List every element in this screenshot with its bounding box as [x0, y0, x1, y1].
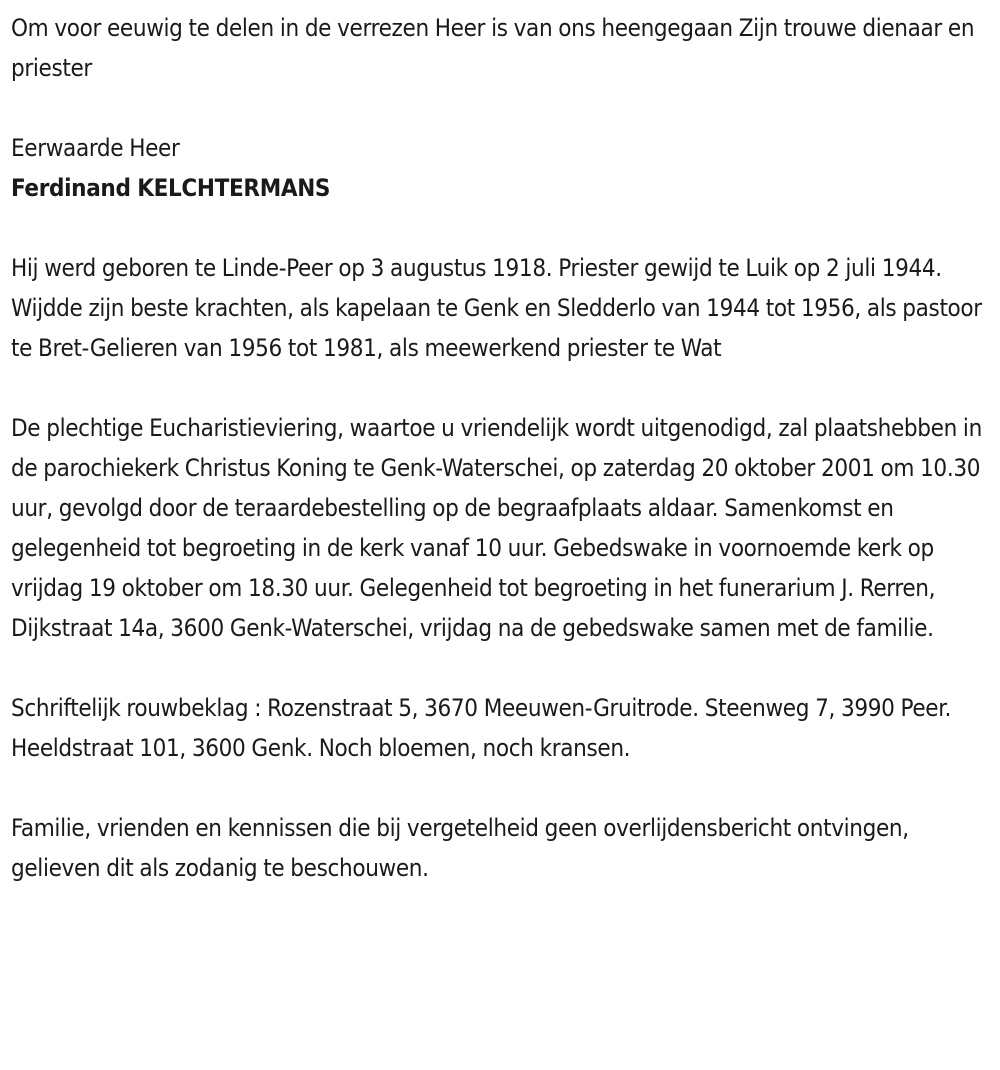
ceremony-paragraph: De plechtige Eucharistieviering, waartoe u vriendelijk wordt uitgenodigd, zal plaatshebben in de parochiekerk Christus Koning te Genk-Waterschei, op zaterdag 20 oktober 2001 om 10.30 uur, gevolgd door de teraardebestelling op de begraafplaats aldaar. Samenkomst en gelegenheid tot begroeting in de kerk vanaf 10 uur. Gebedswake in voornoemde kerk op vrijdag 19 oktober om 18.30 uur. Gelegenheid tot begroeting in het funerarium J. Rerren, Dijkstraat 14a, 3600 Genk-Waterschei, vrijdag na de gebedswake samen met de familie. [11, 414, 982, 642]
spacer [11, 208, 990, 248]
biography-paragraph: Hij werd geboren te Linde-Peer op 3 augustus 1918. Priester gewijd te Luik op 2 juli 1944. Wijdde zijn beste krachten, als kapelaan te Genk en Sledderlo van 1944 tot 1956, als pastoor te Bret-Gelieren van 1956 tot 1981, als meewerkend priester te Wat [11, 254, 982, 362]
closing-paragraph: Familie, vrienden en kennissen die bij vergetelheid geen overlijdensbericht ontvingen, gelieven dit als zodanig te beschouwen. [11, 814, 909, 882]
spacer [11, 768, 990, 808]
spacer [11, 368, 990, 408]
spacer [11, 648, 990, 688]
spacer [11, 88, 990, 128]
honorific-title: Eerwaarde Heer [11, 134, 180, 162]
condolences-paragraph: Schriftelijk rouwbeklag : Rozenstraat 5, 3670 Meeuwen-Gruitrode. Steenweg 7, 3990 Peer. Heeldstraat 101, 3600 Genk. Noch bloemen, noch kransen. [11, 694, 952, 762]
deceased-name: Ferdinand KELCHTERMANS [11, 174, 331, 202]
intro-paragraph: Om voor eeuwig te delen in de verrezen Heer is van ons heengegaan Zijn trouwe dienaar en priester [11, 14, 975, 82]
